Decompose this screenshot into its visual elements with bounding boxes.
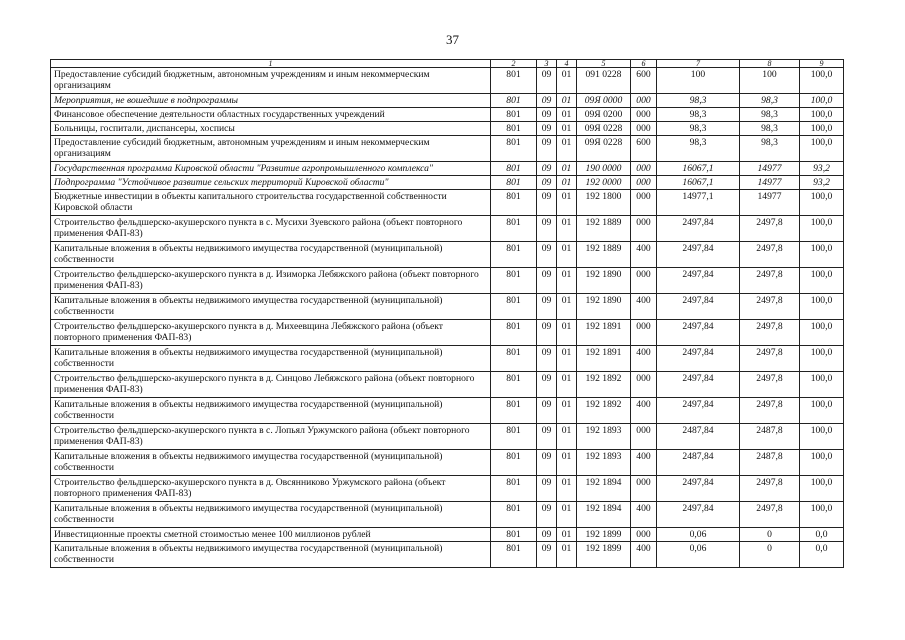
expense-type-code: 000 bbox=[631, 190, 657, 216]
planned-amount: 2487,84 bbox=[657, 424, 740, 450]
subsection2-code: 01 bbox=[557, 372, 577, 398]
subsection-code: 09 bbox=[537, 450, 557, 476]
target-article-code: 09Я 0228 bbox=[577, 122, 631, 136]
subsection2-code: 01 bbox=[557, 450, 577, 476]
section-code: 801 bbox=[491, 294, 537, 320]
target-article-code: 192 1889 bbox=[577, 216, 631, 242]
actual-amount: 2497,8 bbox=[740, 242, 800, 268]
table-row bbox=[51, 502, 844, 528]
section-code: 801 bbox=[491, 108, 537, 122]
execution-percent: 100,0 bbox=[800, 346, 844, 372]
column-header: 9 bbox=[800, 60, 844, 68]
row-description: Капитальные вложения в объекты недвижимого имущества государственной (муниципальной) собственности bbox=[51, 294, 491, 320]
row-description: Строительство фельдшерско-акушерского пункта в д. Овсянниково Уржумского района (объект повторного применения ФАП-83) bbox=[51, 476, 491, 502]
execution-percent: 100,0 bbox=[800, 424, 844, 450]
subsection-code: 09 bbox=[537, 320, 557, 346]
section-code: 801 bbox=[491, 424, 537, 450]
subsection2-code: 01 bbox=[557, 320, 577, 346]
planned-amount: 0,06 bbox=[657, 542, 740, 568]
subsection-code: 09 bbox=[537, 68, 557, 94]
execution-percent: 93,2 bbox=[800, 162, 844, 176]
row-description: Предоставление субсидий бюджетным, автономным учреждениям и иным некоммерческим организациям bbox=[51, 136, 491, 162]
subsection-code: 09 bbox=[537, 94, 557, 108]
planned-amount: 98,3 bbox=[657, 122, 740, 136]
target-article-code: 192 1892 bbox=[577, 372, 631, 398]
subsection2-code: 01 bbox=[557, 346, 577, 372]
execution-percent: 0,0 bbox=[800, 542, 844, 568]
row-description: Строительство фельдшерско-акушерского пункта в д. Синцово Лебяжского района (объект повторного применения ФАП-83) bbox=[51, 372, 491, 398]
actual-amount: 2497,8 bbox=[740, 294, 800, 320]
subsection-code: 09 bbox=[537, 136, 557, 162]
section-code: 801 bbox=[491, 190, 537, 216]
subsection-code: 09 bbox=[537, 502, 557, 528]
planned-amount: 2497,84 bbox=[657, 346, 740, 372]
actual-amount: 2487,8 bbox=[740, 424, 800, 450]
actual-amount: 100 bbox=[740, 68, 800, 94]
expense-type-code: 000 bbox=[631, 108, 657, 122]
subsection2-code: 01 bbox=[557, 242, 577, 268]
subsection-code: 09 bbox=[537, 476, 557, 502]
expense-type-code: 000 bbox=[631, 122, 657, 136]
expense-type-code: 000 bbox=[631, 268, 657, 294]
target-article-code: 192 1891 bbox=[577, 320, 631, 346]
execution-percent: 100,0 bbox=[800, 294, 844, 320]
table-row bbox=[51, 190, 844, 216]
table-row bbox=[51, 136, 844, 162]
table-row bbox=[51, 528, 844, 542]
section-code: 801 bbox=[491, 372, 537, 398]
actual-amount: 98,3 bbox=[740, 108, 800, 122]
actual-amount: 2497,8 bbox=[740, 476, 800, 502]
expense-type-code: 600 bbox=[631, 68, 657, 94]
page-number: 37 bbox=[446, 32, 459, 47]
subsection2-code: 01 bbox=[557, 528, 577, 542]
target-article-code: 192 0000 bbox=[577, 176, 631, 190]
table-row bbox=[51, 268, 844, 294]
actual-amount: 98,3 bbox=[740, 122, 800, 136]
planned-amount: 2497,84 bbox=[657, 294, 740, 320]
section-code: 801 bbox=[491, 346, 537, 372]
expense-type-code: 600 bbox=[631, 136, 657, 162]
planned-amount: 98,3 bbox=[657, 108, 740, 122]
planned-amount: 98,3 bbox=[657, 94, 740, 108]
actual-amount: 2497,8 bbox=[740, 372, 800, 398]
execution-percent: 0,0 bbox=[800, 528, 844, 542]
subsection-code: 09 bbox=[537, 346, 557, 372]
actual-amount: 0 bbox=[740, 542, 800, 568]
section-code: 801 bbox=[491, 528, 537, 542]
table-row bbox=[51, 122, 844, 136]
execution-percent: 100,0 bbox=[800, 216, 844, 242]
section-code: 801 bbox=[491, 242, 537, 268]
expense-type-code: 400 bbox=[631, 346, 657, 372]
subsection2-code: 01 bbox=[557, 190, 577, 216]
row-description: Капитальные вложения в объекты недвижимого имущества государственной (муниципальной) собственности bbox=[51, 346, 491, 372]
subsection-code: 09 bbox=[537, 424, 557, 450]
subsection2-code: 01 bbox=[557, 108, 577, 122]
target-article-code: 192 1890 bbox=[577, 294, 631, 320]
budget-table bbox=[50, 59, 844, 568]
target-article-code: 192 1894 bbox=[577, 476, 631, 502]
table-row bbox=[51, 346, 844, 372]
actual-amount: 2497,8 bbox=[740, 398, 800, 424]
section-code: 801 bbox=[491, 94, 537, 108]
subsection2-code: 01 bbox=[557, 94, 577, 108]
target-article-code: 192 1893 bbox=[577, 450, 631, 476]
row-description: Бюджетные инвестиции в объекты капитального строительства государственной собственности Кировской области bbox=[51, 190, 491, 216]
row-description: Строительство фельдшерско-акушерского пункта в с. Мусихи Зуевского района (объект повторного применения ФАП-83) bbox=[51, 216, 491, 242]
execution-percent: 100,0 bbox=[800, 68, 844, 94]
row-description: Капитальные вложения в объекты недвижимого имущества государственной (муниципальной) собственности bbox=[51, 502, 491, 528]
target-article-code: 192 1889 bbox=[577, 242, 631, 268]
column-header: 5 bbox=[577, 60, 631, 68]
execution-percent: 100,0 bbox=[800, 320, 844, 346]
subsection2-code: 01 bbox=[557, 542, 577, 568]
planned-amount: 2487,84 bbox=[657, 450, 740, 476]
execution-percent: 100,0 bbox=[800, 502, 844, 528]
column-header: 2 bbox=[491, 60, 537, 68]
subsection-code: 09 bbox=[537, 294, 557, 320]
expense-type-code: 400 bbox=[631, 398, 657, 424]
planned-amount: 2497,84 bbox=[657, 216, 740, 242]
section-code: 801 bbox=[491, 162, 537, 176]
subsection-code: 09 bbox=[537, 268, 557, 294]
section-code: 801 bbox=[491, 176, 537, 190]
section-code: 801 bbox=[491, 136, 537, 162]
execution-percent: 100,0 bbox=[800, 94, 844, 108]
planned-amount: 2497,84 bbox=[657, 502, 740, 528]
expense-type-code: 000 bbox=[631, 216, 657, 242]
row-description: Капитальные вложения в объекты недвижимого имущества государственной (муниципальной) собственности bbox=[51, 450, 491, 476]
subsection2-code: 01 bbox=[557, 268, 577, 294]
subsection-code: 09 bbox=[537, 162, 557, 176]
actual-amount: 0 bbox=[740, 528, 800, 542]
subsection2-code: 01 bbox=[557, 398, 577, 424]
table-row bbox=[51, 94, 844, 108]
column-number-row bbox=[51, 60, 844, 68]
expense-type-code: 400 bbox=[631, 542, 657, 568]
row-description: Строительство фельдшерско-акушерского пункта в д. Михеевщина Лебяжского района (объект повторного применения ФАП-83) bbox=[51, 320, 491, 346]
table-row bbox=[51, 542, 844, 568]
section-code: 801 bbox=[491, 320, 537, 346]
subsection2-code: 01 bbox=[557, 176, 577, 190]
subsection2-code: 01 bbox=[557, 216, 577, 242]
table-row bbox=[51, 294, 844, 320]
expense-type-code: 400 bbox=[631, 502, 657, 528]
subsection-code: 09 bbox=[537, 108, 557, 122]
table-row bbox=[51, 398, 844, 424]
row-description: Строительство фельдшерско-акушерского пункта в с. Лопьял Уржумского района (объект повторного применения ФАП-83) bbox=[51, 424, 491, 450]
column-header: 3 bbox=[537, 60, 557, 68]
execution-percent: 100,0 bbox=[800, 242, 844, 268]
table-row bbox=[51, 242, 844, 268]
column-header: 8 bbox=[740, 60, 800, 68]
subsection2-code: 01 bbox=[557, 476, 577, 502]
planned-amount: 2497,84 bbox=[657, 242, 740, 268]
actual-amount: 14977 bbox=[740, 176, 800, 190]
actual-amount: 2497,8 bbox=[740, 320, 800, 346]
table-row bbox=[51, 68, 844, 94]
actual-amount: 2497,8 bbox=[740, 346, 800, 372]
row-description: Предоставление субсидий бюджетным, автономным учреждениям и иным некоммерческим организациям bbox=[51, 68, 491, 94]
row-description: Подпрограмма "Устойчивое развитие сельских территорий Кировской области" bbox=[51, 176, 491, 190]
expense-type-code: 000 bbox=[631, 162, 657, 176]
target-article-code: 091 0228 bbox=[577, 68, 631, 94]
section-code: 801 bbox=[491, 398, 537, 424]
actual-amount: 2487,8 bbox=[740, 450, 800, 476]
section-code: 801 bbox=[491, 122, 537, 136]
subsection-code: 09 bbox=[537, 190, 557, 216]
column-header: 6 bbox=[631, 60, 657, 68]
row-description: Капитальные вложения в объекты недвижимого имущества государственной (муниципальной) собственности bbox=[51, 542, 491, 568]
section-code: 801 bbox=[491, 450, 537, 476]
execution-percent: 100,0 bbox=[800, 476, 844, 502]
execution-percent: 100,0 bbox=[800, 372, 844, 398]
expense-type-code: 400 bbox=[631, 242, 657, 268]
actual-amount: 98,3 bbox=[740, 136, 800, 162]
expense-type-code: 400 bbox=[631, 294, 657, 320]
table-row bbox=[51, 320, 844, 346]
subsection2-code: 01 bbox=[557, 294, 577, 320]
actual-amount: 2497,8 bbox=[740, 268, 800, 294]
subsection2-code: 01 bbox=[557, 122, 577, 136]
planned-amount: 98,3 bbox=[657, 136, 740, 162]
subsection-code: 09 bbox=[537, 528, 557, 542]
planned-amount: 16067,1 bbox=[657, 162, 740, 176]
expense-type-code: 000 bbox=[631, 176, 657, 190]
table-row bbox=[51, 372, 844, 398]
planned-amount: 0,06 bbox=[657, 528, 740, 542]
planned-amount: 16067,1 bbox=[657, 176, 740, 190]
planned-amount: 2497,84 bbox=[657, 320, 740, 346]
subsection-code: 09 bbox=[537, 122, 557, 136]
row-description: Государственная программа Кировской области "Развитие агропромышленного комплекса" bbox=[51, 162, 491, 176]
subsection-code: 09 bbox=[537, 216, 557, 242]
section-code: 801 bbox=[491, 216, 537, 242]
actual-amount: 14977 bbox=[740, 162, 800, 176]
row-description: Больницы, госпитали, диспансеры, хосписы bbox=[51, 122, 491, 136]
execution-percent: 100,0 bbox=[800, 190, 844, 216]
table-row bbox=[51, 424, 844, 450]
expense-type-code: 000 bbox=[631, 476, 657, 502]
table-row bbox=[51, 450, 844, 476]
column-header: 1 bbox=[51, 60, 491, 68]
planned-amount: 100 bbox=[657, 68, 740, 94]
subsection2-code: 01 bbox=[557, 68, 577, 94]
actual-amount: 2497,8 bbox=[740, 216, 800, 242]
subsection2-code: 01 bbox=[557, 502, 577, 528]
target-article-code: 192 1891 bbox=[577, 346, 631, 372]
expense-type-code: 000 bbox=[631, 528, 657, 542]
target-article-code: 192 1894 bbox=[577, 502, 631, 528]
subsection2-code: 01 bbox=[557, 162, 577, 176]
planned-amount: 2497,84 bbox=[657, 372, 740, 398]
target-article-code: 09Я 0200 bbox=[577, 108, 631, 122]
execution-percent: 100,0 bbox=[800, 136, 844, 162]
column-header: 4 bbox=[557, 60, 577, 68]
target-article-code: 190 0000 bbox=[577, 162, 631, 176]
execution-percent: 100,0 bbox=[800, 450, 844, 476]
target-article-code: 192 1899 bbox=[577, 542, 631, 568]
actual-amount: 2497,8 bbox=[740, 502, 800, 528]
subsection-code: 09 bbox=[537, 398, 557, 424]
planned-amount: 2497,84 bbox=[657, 398, 740, 424]
expense-type-code: 000 bbox=[631, 424, 657, 450]
execution-percent: 100,0 bbox=[800, 268, 844, 294]
expense-type-code: 400 bbox=[631, 450, 657, 476]
execution-percent: 93,2 bbox=[800, 176, 844, 190]
target-article-code: 09Я 0000 bbox=[577, 94, 631, 108]
planned-amount: 2497,84 bbox=[657, 268, 740, 294]
expense-type-code: 000 bbox=[631, 372, 657, 398]
actual-amount: 98,3 bbox=[740, 94, 800, 108]
section-code: 801 bbox=[491, 268, 537, 294]
table-row bbox=[51, 476, 844, 502]
subsection-code: 09 bbox=[537, 542, 557, 568]
execution-percent: 100,0 bbox=[800, 108, 844, 122]
row-description: Капитальные вложения в объекты недвижимого имущества государственной (муниципальной) собственности bbox=[51, 398, 491, 424]
actual-amount: 14977 bbox=[740, 190, 800, 216]
table-row bbox=[51, 216, 844, 242]
target-article-code: 192 1892 bbox=[577, 398, 631, 424]
table-row bbox=[51, 108, 844, 122]
subsection-code: 09 bbox=[537, 242, 557, 268]
table-row bbox=[51, 162, 844, 176]
section-code: 801 bbox=[491, 502, 537, 528]
expense-type-code: 000 bbox=[631, 94, 657, 108]
planned-amount: 2497,84 bbox=[657, 476, 740, 502]
target-article-code: 192 1800 bbox=[577, 190, 631, 216]
subsection-code: 09 bbox=[537, 176, 557, 190]
subsection2-code: 01 bbox=[557, 424, 577, 450]
row-description: Мероприятия, не вошедшие в подпрограммы bbox=[51, 94, 491, 108]
target-article-code: 192 1890 bbox=[577, 268, 631, 294]
row-description: Финансовое обеспечение деятельности областных государственных учреждений bbox=[51, 108, 491, 122]
execution-percent: 100,0 bbox=[800, 398, 844, 424]
section-code: 801 bbox=[491, 542, 537, 568]
section-code: 801 bbox=[491, 476, 537, 502]
target-article-code: 192 1899 bbox=[577, 528, 631, 542]
column-header: 7 bbox=[657, 60, 740, 68]
execution-percent: 100,0 bbox=[800, 122, 844, 136]
section-code: 801 bbox=[491, 68, 537, 94]
row-description: Инвестиционные проекты сметной стоимостью менее 100 миллионов рублей bbox=[51, 528, 491, 542]
target-article-code: 09Я 0228 bbox=[577, 136, 631, 162]
planned-amount: 14977,1 bbox=[657, 190, 740, 216]
target-article-code: 192 1893 bbox=[577, 424, 631, 450]
subsection2-code: 01 bbox=[557, 136, 577, 162]
expense-type-code: 000 bbox=[631, 320, 657, 346]
table-row bbox=[51, 176, 844, 190]
table-body bbox=[51, 68, 844, 568]
row-description: Капитальные вложения в объекты недвижимого имущества государственной (муниципальной) собственности bbox=[51, 242, 491, 268]
subsection-code: 09 bbox=[537, 372, 557, 398]
row-description: Строительство фельдшерско-акушерского пункта в д. Изиморка Лебяжского района (объект повторного применения ФАП-83) bbox=[51, 268, 491, 294]
